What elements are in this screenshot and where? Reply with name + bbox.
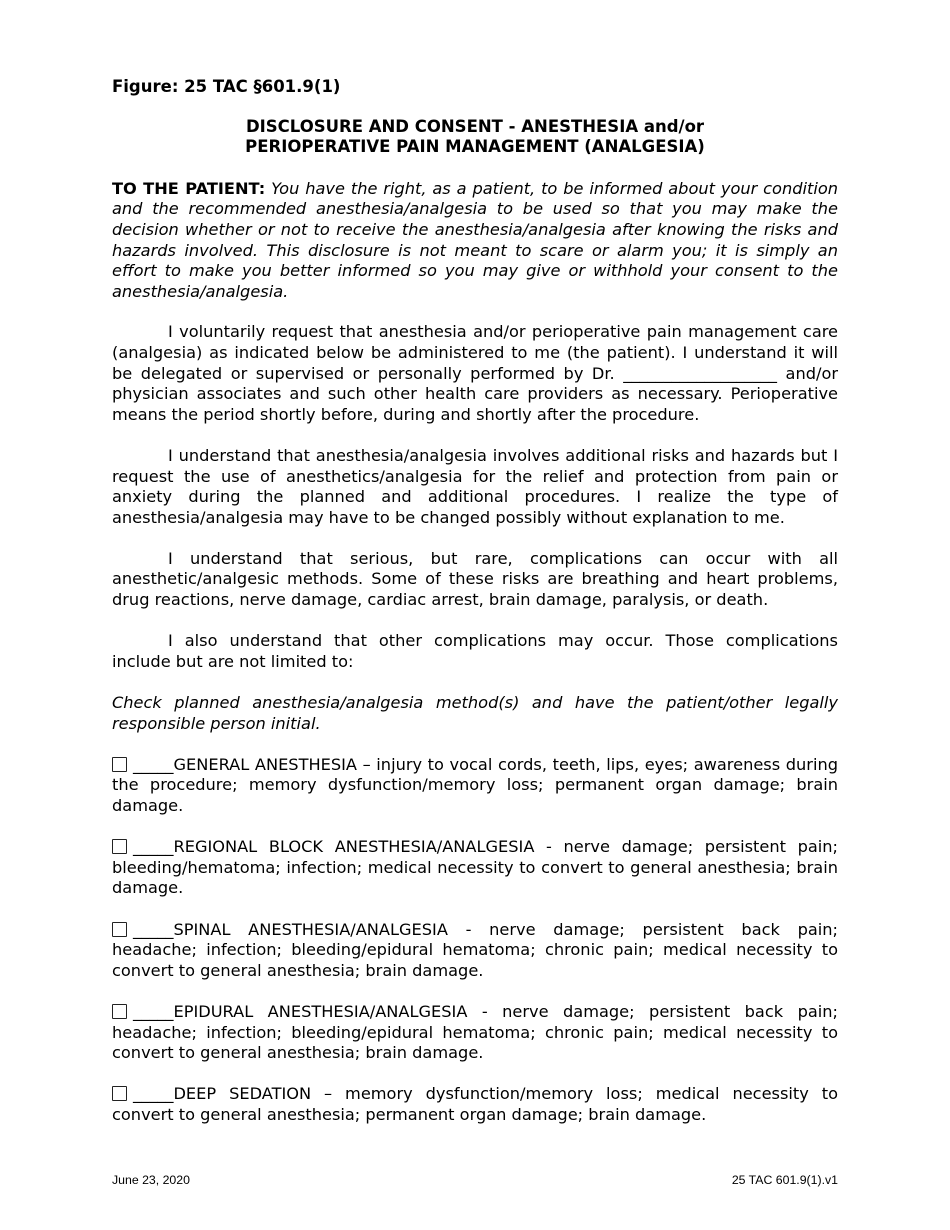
patient-notice-body: You have the right, as a patient, to be informed about your condition and the recommended anesthesia/analgesia to be used so that you may make the decision whether or not to receive the anesthesia/analgesia after knowing the risks and hazards involved. This disclosure is not meant to scare or alarm you; it is simply an effort to make you better informed so you may give or withhold your consent to the anesthesia/analgesia.: [112, 178, 838, 301]
epidural-anesthesia-text: EPIDURAL ANESTHESIA/ANALGESIA - nerve damage; persistent back pain; headache; infection; bleeding/epidural hematoma; chronic pain; medical necessity to convert to general anesthesia; brain damage.: [112, 1001, 838, 1063]
option-deep-sedation: [112, 1084, 838, 1125]
spinal-anesthesia-initial-blank[interactable]: _____: [133, 919, 174, 939]
document-title: [112, 117, 838, 158]
request-paragraph: [112, 322, 838, 425]
regional-block-text: REGIONAL BLOCK ANESTHESIA/ANALGESIA - nerve damage; persistent pain; bleeding/hematoma; infection; medical necessity to convert to general anesthesia; brain damage.: [112, 837, 838, 898]
option-spinal-anesthesia: [112, 920, 838, 982]
document-title-line-1: DISCLOSURE AND CONSENT - ANESTHESIA and/or: [245, 116, 705, 136]
physician-name-blank[interactable]: ___________________: [623, 363, 778, 383]
general-anesthesia-checkbox[interactable]: [112, 757, 127, 772]
instruction-text: Check planned anesthesia/analgesia method(s) and have the patient/other legally responsible person initial.: [112, 693, 838, 733]
general-anesthesia-text: GENERAL ANESTHESIA – injury to vocal cords, teeth, lips, eyes; awareness during the procedure; memory dysfunction/memory loss; permanent organ damage; brain damage.: [112, 754, 838, 815]
patient-notice: [112, 179, 838, 303]
figure-title: Figure: 25 TAC §601.9(1): [112, 77, 341, 96]
epidural-anesthesia-initial-blank[interactable]: _____: [133, 1001, 174, 1021]
deep-sedation-text: DEEP SEDATION – memory dysfunction/memory loss; medical necessity to convert to general anesthesia; permanent organ damage; brain damage.: [112, 1084, 838, 1124]
document-title-line-2: PERIOPERATIVE PAIN MANAGEMENT (ANALGESIA): [245, 137, 705, 157]
other-complications-paragraph: I also understand that other complications may occur. Those complications include but are not limited to:: [112, 631, 838, 671]
request-text-after: and/or physician associates and such other health care providers as necessary. Perioperative means the period shortly before, during and shortly after the procedure.: [112, 363, 838, 424]
request-text-before: I voluntarily request that anesthesia and/or perioperative pain management care (analgesia) as indicated below be administered to me (the patient). I understand it will be delegated or supervised or personally performed by Dr.: [112, 322, 838, 383]
spinal-anesthesia-text: SPINAL ANESTHESIA/ANALGESIA - nerve damage; persistent back pain; headache; infection; bleeding/epidural hematoma; chronic pain; medical necessity to convert to general anesthesia; brain damage.: [112, 919, 838, 980]
document-page: [112, 77, 838, 1146]
option-general-anesthesia: [112, 755, 838, 817]
spinal-anesthesia-checkbox[interactable]: [112, 922, 127, 937]
option-epidural-anesthesia: [112, 1002, 838, 1064]
general-anesthesia-initial-blank[interactable]: _____: [133, 754, 174, 774]
deep-sedation-initial-blank[interactable]: _____: [133, 1084, 174, 1104]
option-regional-block: [112, 837, 838, 899]
risks-paragraph: I understand that anesthesia/analgesia involves additional risks and hazards but I request the use of anesthetics/analgesia for the relief and protection from pain or anxiety during the planned and additional procedures. I realize the type of anesthesia/analgesia may have to be changed possibly without explanation to me.: [112, 445, 838, 527]
footer-date: June 23, 2020: [112, 1173, 190, 1187]
deep-sedation-checkbox[interactable]: [112, 1086, 127, 1101]
footer-reference: 25 TAC 601.9(1).v1: [731, 1173, 838, 1187]
epidural-anesthesia-checkbox[interactable]: [112, 1004, 127, 1019]
patient-notice-lead: TO THE PATIENT:: [112, 178, 266, 198]
regional-block-initial-blank[interactable]: _____: [133, 837, 174, 857]
regional-block-checkbox[interactable]: [112, 839, 127, 854]
complications-paragraph: I understand that serious, but rare, complications can occur with all anesthetic/analgesic methods. Some of these risks are breathing and heart problems, drug reactions, nerve damage, cardiac arrest, brain damage, paralysis, or death.: [112, 548, 838, 610]
